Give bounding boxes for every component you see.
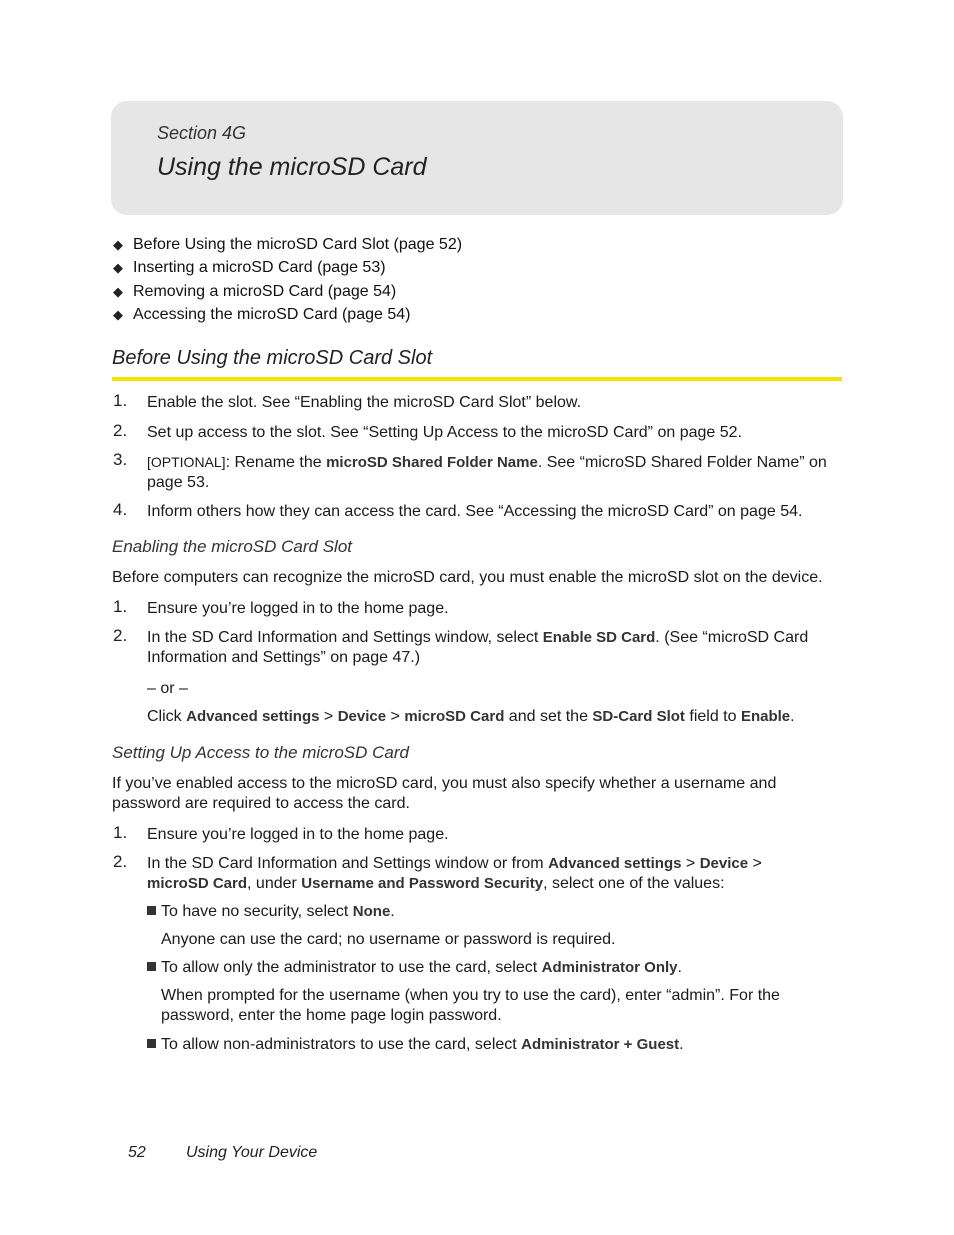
option-bullet: To allow only the administrator to use the card, select Administrator Only.: [147, 958, 837, 978]
square-bullet-icon: [147, 1039, 156, 1048]
square-bullet-icon: [147, 962, 156, 971]
step-number: 3.: [113, 450, 128, 469]
step-text: [OPTIONAL]: Rename the microSD Shared Folder Name. See “microSD Shared Folder Name” on page 53.: [147, 454, 827, 491]
page-footer: [128, 1144, 318, 1162]
bold-term: Enable SD Card: [542, 629, 656, 646]
bold-term: SD-Card Slot: [592, 708, 685, 725]
footer-title: Using Your Device: [186, 1144, 318, 1161]
chevron-right-icon: >: [386, 708, 405, 725]
section-label: Section 4G: [157, 123, 247, 143]
option-description: Anyone can use the card; no username or password is required.: [161, 931, 616, 948]
step-text: In the SD Card Information and Settings window, select Enable SD Card. (See “microSD Card Information and Settings” on page 47.): [147, 629, 809, 666]
option-bullet: To allow non-administrators to use the card, select Administrator + Guest.: [147, 1035, 837, 1055]
bold-term: Device: [699, 855, 749, 872]
bold-term: Advanced settings: [186, 708, 320, 725]
bold-term: Administrator Only: [541, 959, 678, 976]
bold-term: Device: [337, 708, 387, 725]
step-text: Inform others how they can access the card. See “Accessing the microSD Card” on page 54.: [147, 503, 803, 520]
step-text: Ensure you’re logged in to the home page.: [147, 600, 449, 617]
click-instruction: Click Advanced settings > Device > microSD Card and set the SD-Card Slot field to Enable.: [147, 708, 795, 725]
section-title: Using the microSD Card: [157, 153, 427, 181]
step-number: 1.: [113, 823, 128, 842]
optional-tag: [OPTIONAL]: [147, 454, 226, 470]
bold-term: microSD Card: [147, 875, 248, 892]
heading-setting-up: Setting Up Access to the microSD Card: [112, 743, 409, 762]
page-number: 52: [128, 1144, 146, 1161]
bold-term: microSD Card: [404, 708, 505, 725]
diamond-bullet-icon: ◆: [113, 283, 123, 299]
chevron-right-icon: >: [681, 855, 700, 872]
bold-term: Username and Password Security: [301, 875, 544, 892]
step-number: 1.: [113, 391, 128, 410]
heading-rule: [112, 377, 842, 381]
heading-enabling: Enabling the microSD Card Slot: [112, 537, 353, 556]
bold-term: Administrator + Guest: [521, 1036, 680, 1053]
step-number: 2.: [113, 852, 128, 871]
step-number: 2.: [113, 421, 128, 440]
diamond-bullet-icon: ◆: [113, 306, 123, 322]
step-text: Set up access to the slot. See “Setting Up Access to the microSD Card” on page 52.: [147, 424, 742, 441]
bold-term: Advanced settings: [548, 855, 682, 872]
step-text: In the SD Card Information and Settings window or from Advanced settings > Device > microSD Card, under Username and Password Security, select one of the values:: [147, 855, 762, 892]
step-number: 1.: [113, 597, 128, 616]
setting-intro: If you’ve enabled access to the microSD card, you must also specify whether a username and password are required to access the card.: [112, 775, 777, 812]
square-bullet-icon: [147, 906, 156, 915]
bold-term: None: [352, 903, 391, 920]
toc-item[interactable]: ◆ Removing a microSD Card (page 54): [113, 280, 462, 303]
chevron-right-icon: >: [319, 708, 338, 725]
bold-term: Enable: [740, 708, 791, 725]
chevron-right-icon: >: [748, 855, 762, 872]
heading-before-using: Before Using the microSD Card Slot: [112, 347, 433, 369]
section-header: [111, 101, 843, 215]
section-toc: [113, 233, 462, 326]
diamond-bullet-icon: ◆: [113, 237, 123, 252]
toc-item[interactable]: ◆ Before Using the microSD Card Slot (page 52): [113, 233, 462, 256]
step-text: Ensure you’re logged in to the home page.: [147, 826, 449, 843]
toc-item[interactable]: ◆ Inserting a microSD Card (page 53): [113, 256, 462, 279]
diamond-bullet-icon: ◆: [113, 260, 123, 276]
enabling-intro: Before computers can recognize the microSD card, you must enable the microSD slot on the device.: [112, 569, 823, 586]
step-number: 4.: [113, 500, 128, 519]
step-text: Enable the slot. See “Enabling the microSD Card Slot” below.: [147, 394, 582, 411]
or-separator: – or –: [147, 680, 188, 697]
toc-item[interactable]: ◆ Accessing the microSD Card (page 54): [113, 303, 462, 326]
step-number: 2.: [113, 626, 128, 645]
bold-term: microSD Shared Folder Name: [326, 454, 538, 471]
option-description: When prompted for the username (when you try to use the card), enter “admin”. For the password, enter the home page login password.: [161, 987, 780, 1024]
option-bullet: To have no security, select None.: [147, 902, 837, 922]
